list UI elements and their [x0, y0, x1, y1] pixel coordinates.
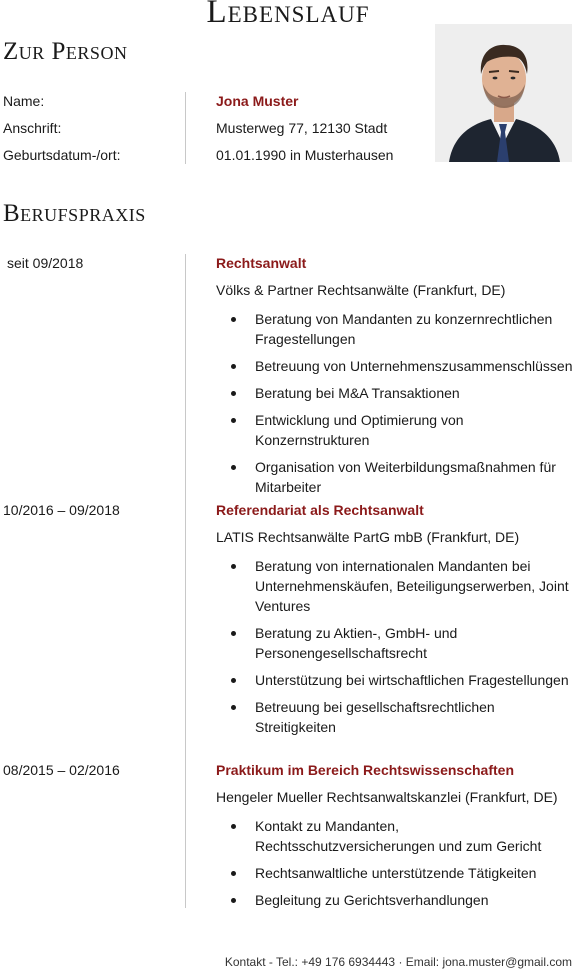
section-heading-person: Zur Person: [3, 38, 128, 65]
birth-label: Geburtsdatum-/ort:: [3, 147, 121, 163]
bullet-item: Kontakt zu Mandanten, Rechtsschutzversicherungen und zum Gericht: [229, 816, 574, 856]
entry-bullet-list: [229, 309, 574, 504]
portrait-illustration: [435, 24, 572, 162]
entry-employer: Hengeler Mueller Rechtsanwaltskanzlei (Frankfurt, DE): [216, 789, 558, 805]
contact-footer: Kontakt - Tel.: +49 176 6934443 · Email: jona.muster@gmail.com: [224, 955, 572, 969]
entry-date: 10/2016 – 09/2018: [3, 502, 120, 518]
entry-date: seit 09/2018: [7, 255, 84, 271]
entry-position: Rechtsanwalt: [216, 255, 307, 271]
profile-photo: [435, 24, 572, 162]
entry-position: Praktikum im Bereich Rechtswissenschaften: [216, 762, 515, 778]
entry-bullet-list: [229, 556, 574, 744]
page-title: Lebenslauf: [206, 0, 370, 30]
section-heading-experience: Berufspraxis: [3, 200, 146, 227]
bullet-item: Beratung zu Aktien-, GmbH- und Personengesellschaftsrecht: [229, 623, 574, 663]
entry-date: 08/2015 – 02/2016: [3, 762, 120, 778]
birth-value: 01.01.1990 in Musterhausen: [216, 147, 394, 163]
bullet-item: Beratung bei M&A Transaktionen: [229, 383, 574, 403]
bullet-item: Entwicklung und Optimierung von Konzernstrukturen: [229, 410, 574, 450]
bullet-item: Organisation von Weiterbildungsmaßnahmen für Mitarbeiter: [229, 457, 574, 497]
bullet-item: Betreuung von Unternehmenszusammenschlüssen: [229, 356, 574, 376]
name-value: Jona Muster: [216, 93, 299, 109]
entry-employer: LATIS Rechtsanwälte PartG mbB (Frankfurt, DE): [216, 529, 520, 545]
experience-divider: [185, 254, 186, 908]
bullet-item: Begleitung zu Gerichtsverhandlungen: [229, 890, 574, 910]
name-label: Name:: [3, 93, 45, 109]
bullet-item: Betreuung bei gesellschaftsrechtlichen Streitigkeiten: [229, 697, 574, 737]
bullet-item: Beratung von Mandanten zu konzernrechtlichen Fragestellungen: [229, 309, 574, 349]
address-label: Anschrift:: [3, 120, 62, 136]
address-value: Musterweg 77, 12130 Stadt: [216, 120, 388, 136]
bullet-item: Beratung von internationalen Mandanten bei Unternehmenskäufen, Beteiligungserwerben, Joint Ventures: [229, 556, 574, 616]
entry-employer: Völks & Partner Rechtsanwälte (Frankfurt, DE): [216, 282, 506, 298]
bullet-item: Unterstützung bei wirtschaftlichen Fragestellungen: [229, 670, 574, 690]
bullet-item: Rechtsanwaltliche unterstützende Tätigkeiten: [229, 863, 574, 883]
entry-bullet-list: [229, 816, 574, 917]
person-divider: [185, 92, 186, 164]
entry-position: Referendariat als Rechtsanwalt: [216, 502, 424, 518]
